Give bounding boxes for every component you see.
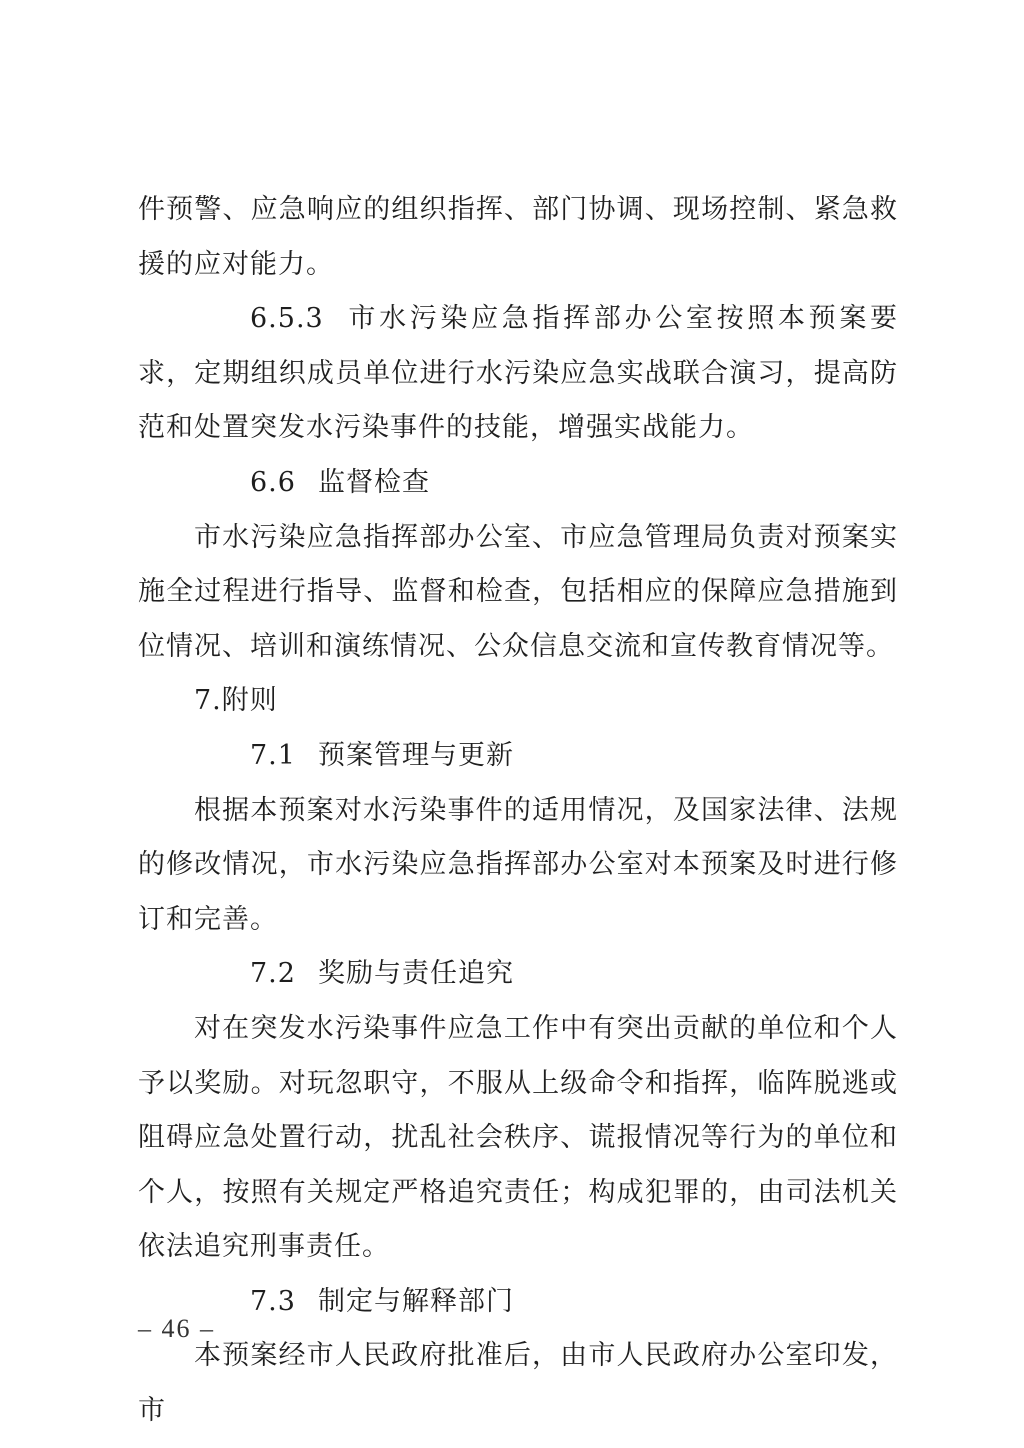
section-title: 预案管理与更新 (317, 739, 514, 771)
paragraph-text: 市水污染应急指挥部办公室按照本预案要求，定期组织成员单位进行水污染应急实战联合演习，提高防范和处置突发水污染事件的技能，增强实战能力。 (138, 303, 898, 444)
paragraph-text: 市水污染应急指挥部办公室、市应急管理局负责对预案实施全过程进行指导、监督和检查，包括相应的保障应急措施到位情况、培训和演练情况、公众信息交流和宣传教育情况等。 (138, 521, 898, 662)
paragraph-issuance (138, 1329, 898, 1438)
paragraph-text: 根据本预案对水污染事件的适用情况，及国家法律、法规的修改情况，市水污染应急指挥部办公室对本预案及时进行修订和完善。 (138, 794, 898, 935)
section-number: 7.1 (250, 739, 296, 771)
paragraph-text: 本预案经市人民政府批准后，由市人民政府办公室印发，市 (138, 1340, 898, 1427)
heading-6-6 (138, 456, 898, 511)
paragraph-training-continuation (138, 183, 898, 292)
heading-7-3 (138, 1275, 898, 1330)
paragraph-plan-update (138, 784, 898, 948)
heading-7-1 (138, 729, 898, 784)
section-title: 制定与解释部门 (317, 1285, 514, 1317)
paragraph-text: 对在突发水污染事件应急工作中有突出贡献的单位和个人予以奖励。对玩忽职守，不服从上级命令和指挥，临阵脱逃或阻碍应急处置行动，扰乱社会秩序、谎报情况等行为的单位和个人，按照有关规定严格追究责任；构成犯罪的，由司法机关依法追究刑事责任。 (138, 1012, 898, 1263)
section-title: 奖励与责任追究 (317, 958, 514, 990)
section-number: 7.2 (250, 958, 296, 990)
paragraph-text: 件预警、应急响应的组织指挥、部门协调、现场控制、紧急救援的应对能力。 (138, 194, 898, 280)
paragraph-rewards (138, 1002, 898, 1275)
clause-number: 6.5.3 (250, 303, 324, 335)
section-number: 7.3 (250, 1285, 296, 1317)
body-text (138, 183, 898, 1439)
chapter-title: 7.附则 (194, 685, 278, 717)
paragraph-supervision (138, 511, 898, 675)
paragraph-6-5-3 (138, 292, 898, 456)
section-title: 监督检查 (317, 466, 430, 498)
page-number: – 46 – (138, 1314, 215, 1343)
heading-7-2 (138, 947, 898, 1002)
heading-7 (138, 674, 898, 729)
section-number: 6.6 (250, 466, 296, 498)
